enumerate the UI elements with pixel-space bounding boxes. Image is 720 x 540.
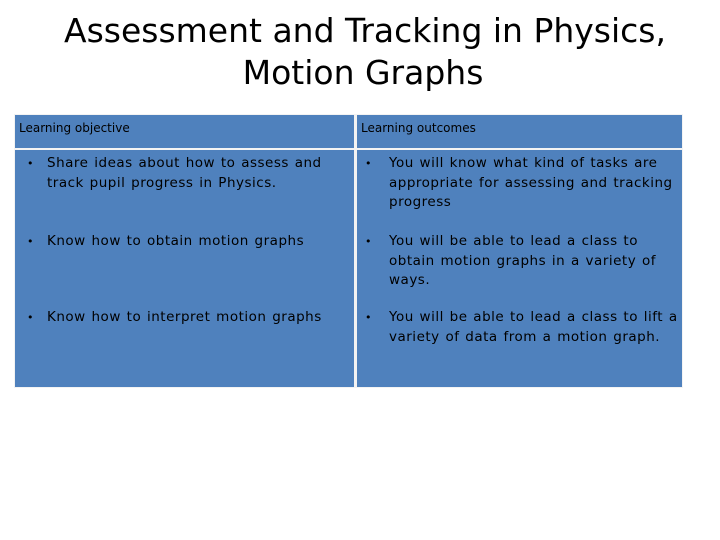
objective-text: Share ideas about how to assess and track pupil progress in Physics.: [47, 155, 322, 191]
objective-item: [27, 232, 347, 252]
outcome-text: You will be able to lead a class to lift a variety of data from a motion graph.: [389, 309, 678, 345]
bullet-icon: •: [365, 235, 372, 248]
slide-title: [0, 10, 720, 94]
slide-title-line-2: Motion Graphs: [242, 53, 484, 92]
objective-text: Know how to interpret motion graphs: [47, 309, 322, 325]
objective-item: [27, 308, 347, 328]
header-learning-objective: Learning objective: [15, 115, 354, 148]
bullet-icon: •: [365, 311, 372, 324]
bullet-icon: •: [27, 311, 34, 324]
objectives-outcomes-table: [14, 114, 683, 388]
outcomes-cell: [357, 150, 682, 387]
outcome-item: [365, 154, 677, 213]
header-learning-outcomes: Learning outcomes: [357, 115, 682, 148]
outcome-item: [365, 308, 685, 347]
outcome-text: You will know what kind of tasks are appropriate for assessing and tracking progress: [389, 155, 673, 210]
objective-text: Know how to obtain motion graphs: [47, 233, 305, 249]
outcome-text: You will be able to lead a class to obtain motion graphs in a variety of ways.: [389, 233, 657, 288]
bullet-icon: •: [27, 235, 34, 248]
objectives-cell: [15, 150, 354, 387]
bullet-icon: •: [365, 157, 372, 170]
bullet-icon: •: [27, 157, 34, 170]
objective-item: [27, 154, 327, 193]
slide-title-line-1: Assessment and Tracking in Physics,: [64, 11, 666, 50]
outcome-item: [365, 232, 677, 291]
